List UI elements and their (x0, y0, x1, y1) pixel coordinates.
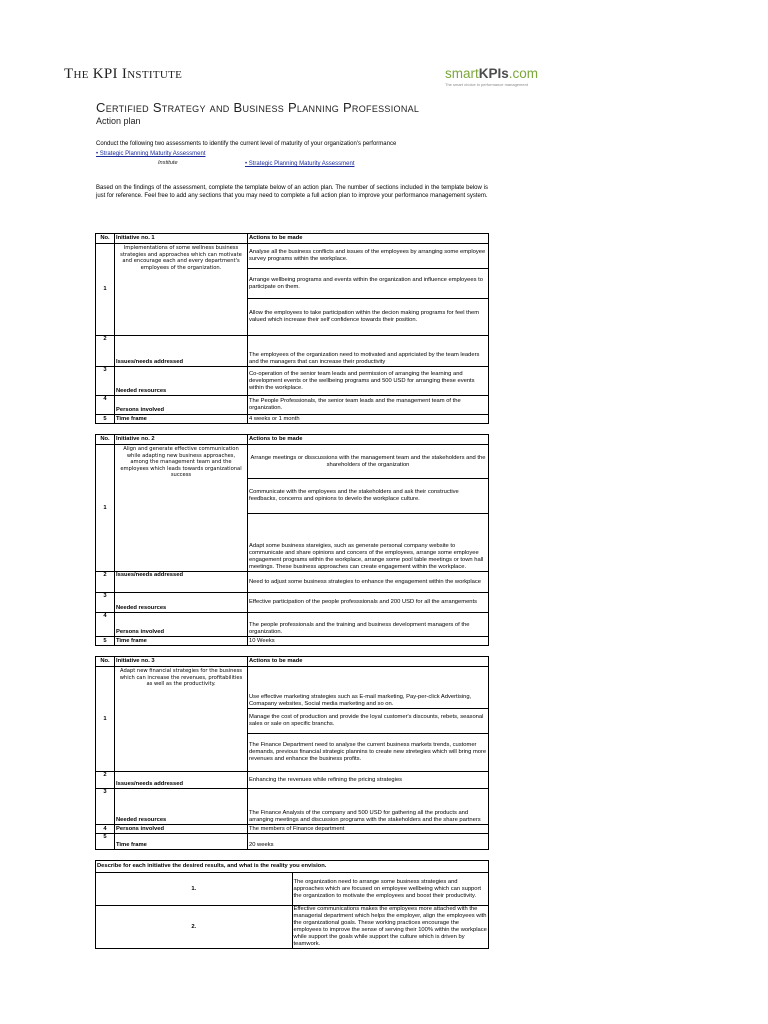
actions-header: Actions to be made (248, 657, 489, 667)
row-number: 3 (96, 593, 115, 613)
outcome-number: 2. (96, 906, 293, 949)
action-cell: Communicate with the employees and the stakeholders and ask their constructive feedbacks, concerns and opinions to develo the workplace culture. (248, 479, 489, 514)
issues-label: Issues/needs addressed (115, 572, 248, 593)
resources-label: Needed resources (115, 593, 248, 613)
issues-cell: Need to adjust some business strategies to enhance the engagement within the workplace (248, 572, 489, 593)
row-number: 1 (96, 667, 115, 772)
assessment-link-2[interactable]: • Strategic Planning Maturity Assessment (245, 161, 355, 167)
logo-kpi-text: KPIs (478, 66, 509, 81)
row-number: 1 (96, 445, 115, 572)
resources-cell: The Finance Analysis of the company and 500 USD for gathering all the products and arranging meetings and discussion programs with the stakeholders and the share partners (248, 789, 489, 825)
instructions-text: Based on the findings of the assessment, complete the template below of an action plan. The number of sections included in the template below is just for reference. Feel free to add any sections that you may need to complete a full action plan to improve your performance management system. (96, 185, 488, 199)
action-cell: Adapt some business stareigies, such as generate personal company website to communicate and share opinions and concers of the employees, arrange some employee engagement programs within the workplace, arrange some pool table meetings or town hall meetings. These business approaches can create engagement within the workplace. (248, 514, 489, 572)
initiative-table-1 (95, 233, 489, 424)
page-title: Certified Strategy and Business Planning Professional (96, 100, 420, 115)
row-number: 4 (96, 396, 115, 415)
actions-header: Actions to be made (248, 435, 489, 445)
action-cell: Analyse all the business conflicts and issues of the employees by arranging some employee survey programs within the workplace. (248, 244, 489, 269)
action-cell: Arrange wellbeing programs and events within the organization and influence employees to participate on them. (248, 269, 489, 299)
resources-label: Needed resources (115, 367, 248, 396)
outcomes-table (95, 860, 489, 949)
action-cell: Arrange meetings or disscussions with the management team and the stakeholders and the shareholders of the organization (248, 445, 489, 479)
action-cell: Use effective marketing strategies such as E-mail marketing, Pay-per-click Advertising, Comapany websites, Social media marketing and so on. (248, 667, 489, 709)
row-number: 2 (96, 772, 115, 789)
initiative-header: Initiative no. 2 (115, 435, 248, 445)
row-number: 2 (96, 336, 115, 367)
time-cell: 20 weeks (248, 834, 489, 850)
persons-cell: The members of Finance department (248, 825, 489, 834)
row-number: 5 (96, 637, 115, 646)
initiative-header: Initiative no. 3 (115, 657, 248, 667)
persons-label: Persons involved (115, 613, 248, 637)
assessment-link-1[interactable]: • Strategic Planning Maturity Assessment (96, 151, 206, 157)
intro-text: Conduct the following two assessments to identify the current level of maturity of your organization's performance (96, 141, 397, 147)
time-cell: 4 weeks or 1 month (248, 415, 489, 424)
persons-cell: The People Professionals, the senior team leads and the management team of the organization. (248, 396, 489, 415)
outcome-text: The organization need to arrange some business strategies and approaches which are focused on employee wellbeing which can support the organization to motivate the employees and boost their productivity. (292, 873, 489, 906)
time-label: Time frame (115, 637, 248, 646)
col-no: No. (96, 435, 115, 445)
row-number: 1 (96, 244, 115, 336)
col-no: No. (96, 234, 115, 244)
smartkpis-logo (445, 66, 540, 96)
logo-tagline: The smart choice in performance management (445, 82, 528, 87)
action-cell: The Finance Department need to analyse the current business markets trends, customer demands, previous financial strategic plannins to create new stretegies which will bring more revenues and enhance the business profits. (248, 734, 489, 772)
issues-label: Issues/needs addressed (115, 336, 248, 367)
logo-com-text: .com (508, 66, 539, 81)
brand-name: The KPI Institute (64, 66, 183, 82)
resources-cell: Effective participation of the people professsionals and 200 USD for all the arrangements (248, 593, 489, 613)
row-number: 2 (96, 572, 115, 593)
initiative-description: Align and generate effective communication while adapting new business approaches, among the management team and the employees which leads towards organizational success (115, 445, 248, 572)
issues-cell: Enhancing the revenues while refining the pricing strategies (248, 772, 489, 789)
logo-smart-text: smart (445, 66, 479, 81)
row-number: 4 (96, 825, 115, 834)
time-label: Time frame (115, 834, 248, 850)
page-subtitle: Action plan (96, 116, 141, 126)
row-number: 5 (96, 415, 115, 424)
action-cell: Manage the cost of production and provide the loyal customer's discounts, rebets, seasonal sales or sale on specific branchs. (248, 709, 489, 734)
issues-label: Issues/needs addressed (115, 772, 248, 789)
initiative-table-2 (95, 434, 489, 646)
action-cell: Allow the employees to take participation within the decion making programs for feel them valued which increase their self confidence towards their position. (248, 299, 489, 336)
initiative-header: Initiative no. 1 (115, 234, 248, 244)
outcomes-header: Describe for each initiative the desired results, and what is the reality you envision. (96, 861, 489, 873)
resources-cell: Co-operation of the senior team leads and permission of arranging the learning and development events or the wellbeing programs and 500 USD for arranging these events within the workplace. (248, 367, 489, 396)
assessment-institute-label: Institute (158, 160, 178, 166)
issues-cell: The employees of the organization need to motivated and appriciated by the team leaders and the managers that can increase their productivity (248, 336, 489, 367)
resources-label: Needed resources (115, 789, 248, 825)
time-cell: 10 Weeks (248, 637, 489, 646)
persons-label: Persons involved (115, 825, 248, 834)
row-number: 4 (96, 613, 115, 637)
row-number: 3 (96, 789, 115, 825)
col-no: No. (96, 657, 115, 667)
row-number: 3 (96, 367, 115, 396)
initiative-description: Adapt new financial strategies for the business which can increase the revenues, profitabilities as well as the productivity. (115, 667, 248, 772)
initiative-description: Implementations of some wellness business strategies and approaches which can motivate and encourage each and every department's employees of the organization. (115, 244, 248, 336)
initiative-table-3 (95, 656, 489, 850)
time-label: Time frame (115, 415, 248, 424)
row-number: 5 (96, 834, 115, 850)
outcome-text: Effective communications makes the employees more attached with the managerial department which helps the employer, align the employees with the organizational goals. These working practices encourage the employees to improve the sense of serving their 100% within the workplace while support the goals while support the culture which is driven by teamwork. (293, 906, 487, 947)
persons-cell: The people professionals and the training and business development managers of the organization. (248, 613, 489, 637)
actions-header: Actions to be made (248, 234, 489, 244)
outcome-number: 1. (96, 873, 293, 906)
persons-label: Persons involved (115, 396, 248, 415)
